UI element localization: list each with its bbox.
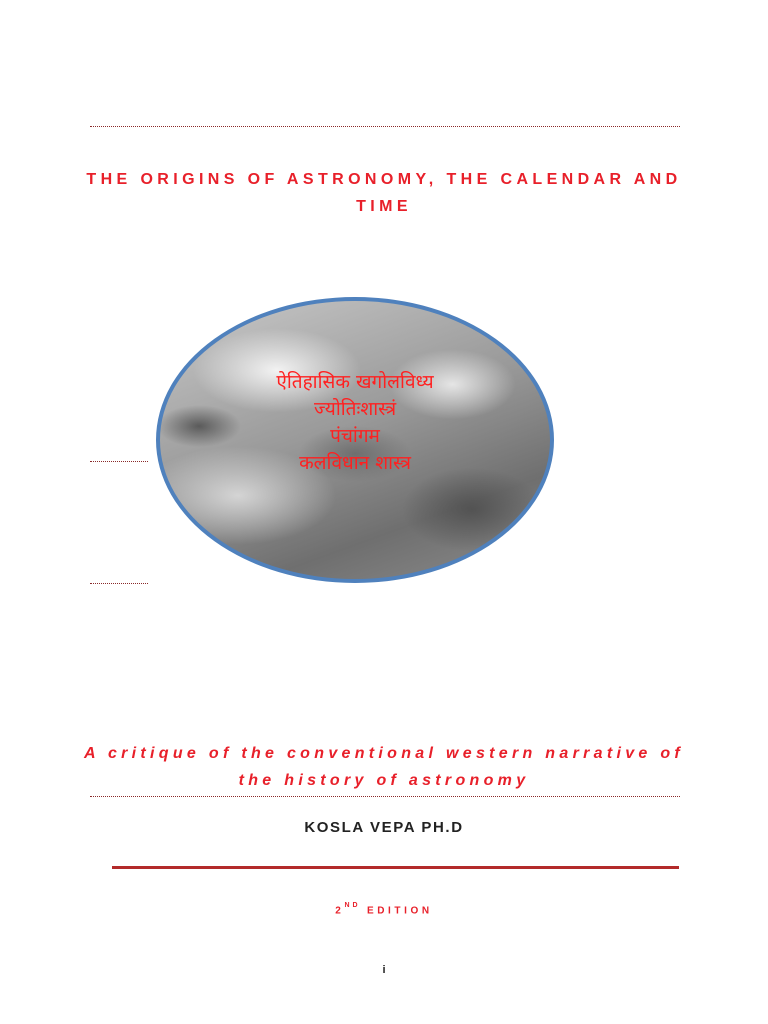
edition-word: EDITION	[366, 905, 433, 917]
edition-suffix: ND	[344, 902, 361, 909]
top-dotted-rule	[90, 126, 680, 127]
author-name: KOSLA VEPA PH.D	[304, 819, 464, 836]
subtitle-dotted-rule	[90, 796, 680, 797]
left-dotted-rule-2	[90, 583, 148, 584]
title-line-2: TIME	[356, 198, 412, 215]
book-title	[60, 166, 708, 220]
book-subtitle	[60, 740, 708, 794]
edition-number: 2	[335, 905, 345, 917]
cover-line-3: पंचांगम	[330, 425, 380, 447]
page-number: i	[382, 964, 386, 976]
cover-earth-image-oval	[156, 297, 554, 583]
cover-line-1: ऐतिहासिक खगोलविध्य	[276, 371, 434, 393]
subtitle-line-1: A critique of the conventional western narrative of	[83, 745, 685, 762]
author-solid-rule	[112, 866, 679, 869]
cover-line-2: ज्योतिःशास्त्रं	[313, 398, 397, 420]
title-line-1: THE ORIGINS OF ASTRONOMY, THE CALENDAR AND	[86, 171, 682, 188]
edition-label	[0, 904, 768, 916]
cover-line-4: कलविधान शास्त्र	[299, 452, 411, 474]
subtitle-line-2: the history of astronomy	[238, 772, 530, 789]
left-dotted-rule-1	[90, 461, 148, 462]
cover-sanskrit-text	[160, 369, 550, 477]
